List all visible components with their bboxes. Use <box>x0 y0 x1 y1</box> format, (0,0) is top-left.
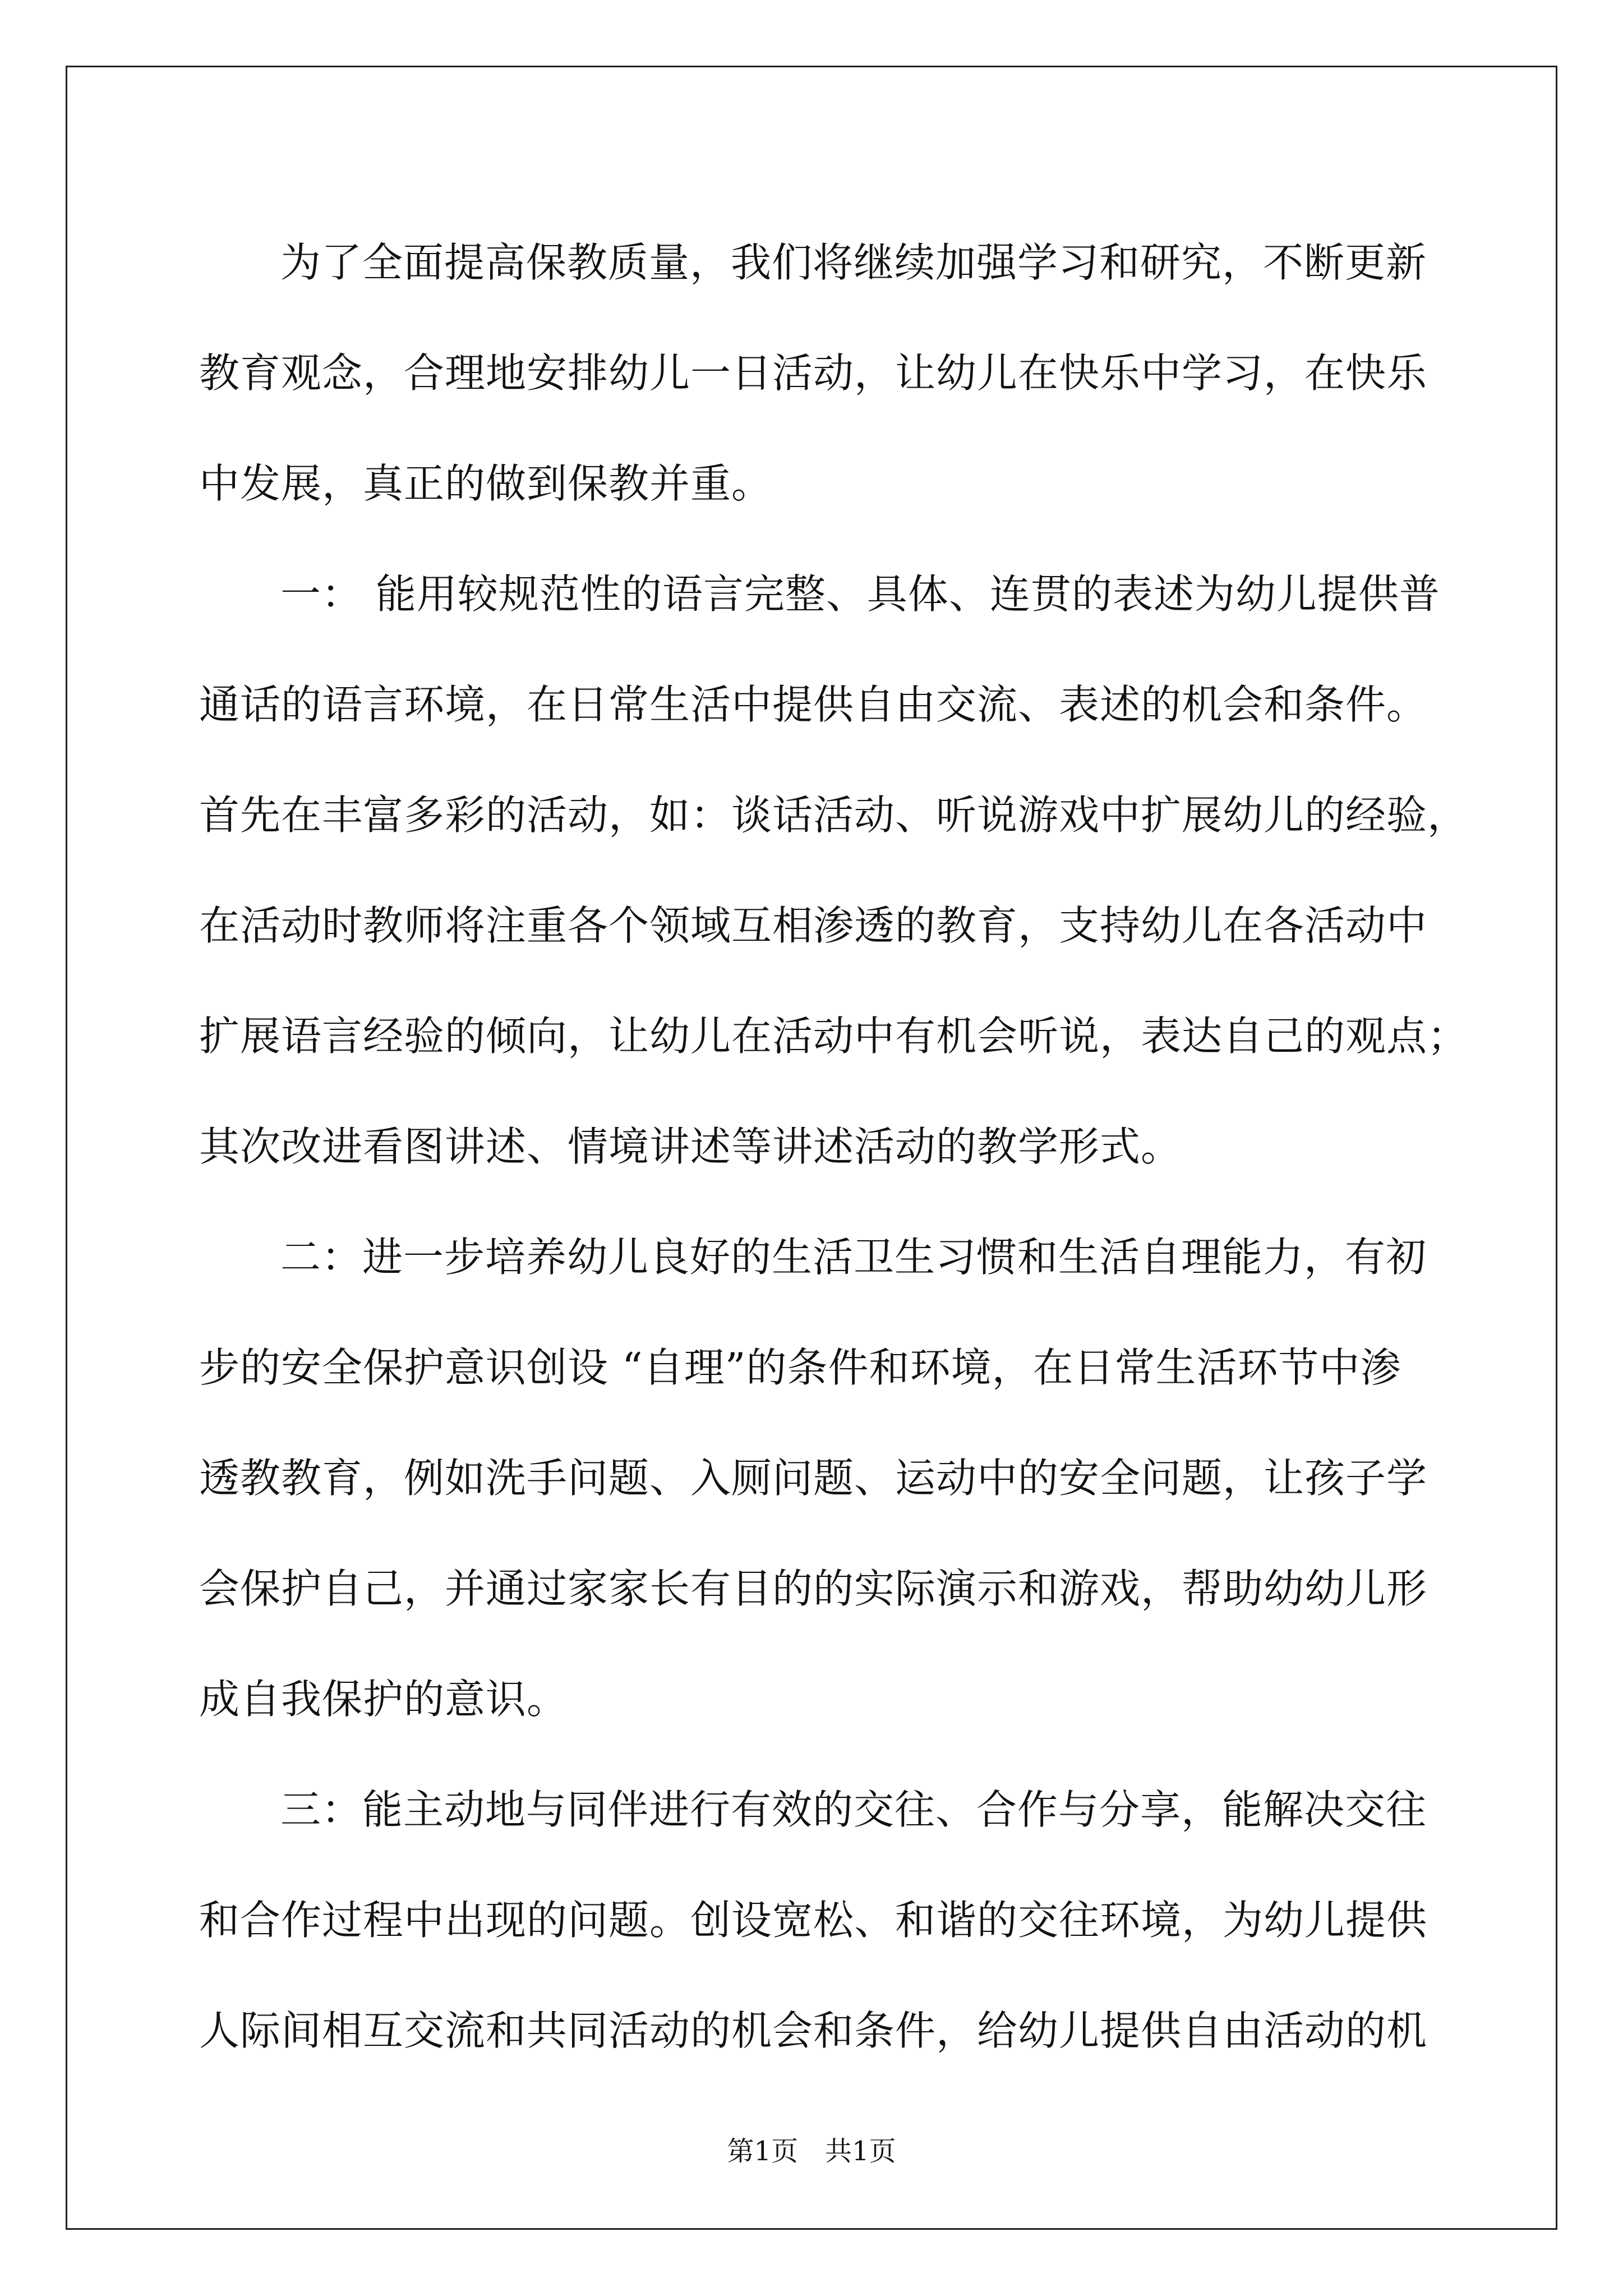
text-line: 为了全面提高保教质量，我们将继续加强学习和研究，不断更新 <box>280 239 1427 286</box>
text-line: 中发展，真正的做到保教并重。 <box>199 460 773 507</box>
text-line: 三：能主动地与同伴进行有效的交往、合作与分享，能解决交往 <box>280 1786 1427 1833</box>
text-line: 教育观念，合理地安排幼儿一日活动，让幼儿在快乐中学习，在快乐 <box>199 349 1428 397</box>
text-line: 步的安全保护意识创设 “自理”的条件和环境，在日常生活环节中渗 <box>199 1344 1401 1391</box>
page-number-footer: 第1页 共1页 <box>727 2136 896 2167</box>
text-line: 透教教育，例如洗手问题、入厕问题、运动中的安全问题，让孩子学 <box>199 1455 1428 1502</box>
text-line: 首先在丰富多彩的活动，如：谈话活动、听说游戏中扩展幼儿的经验， <box>199 792 1469 839</box>
text-line: 成自我保护的意识。 <box>199 1676 568 1723</box>
text-line: 一： 能用较规范性的语言完整、具体、连贯的表述为幼儿提供普 <box>280 570 1440 618</box>
text-line: 扩展语言经验的倾向，让幼儿在活动中有机会听说，表达自己的观点； <box>199 1013 1469 1060</box>
text-line: 二：进一步培养幼儿良好的生活卫生习惯和生活自理能力，有初 <box>280 1234 1427 1281</box>
text-line: 和合作过程中出现的问题。创设宽松、和谐的交往环境，为幼儿提供 <box>199 1897 1428 1944</box>
text-line: 通话的语言环境，在日常生活中提供自由交流、表述的机会和条件。 <box>199 681 1428 728</box>
document-body <box>199 208 1469 2086</box>
text-line: 人际间相互交流和共同活动的机会和条件，给幼儿提供自由活动的机 <box>199 2007 1428 2054</box>
text-line: 在活动时教师将注重各个领域互相渗透的教育，支持幼儿在各活动中 <box>199 902 1428 949</box>
text-line: 会保护自己，并通过家家长有目的的实际演示和游戏，帮助幼幼儿形 <box>199 1565 1428 1612</box>
text-line: 其次改进看图讲述、情境讲述等讲述活动的教学形式。 <box>199 1123 1182 1170</box>
